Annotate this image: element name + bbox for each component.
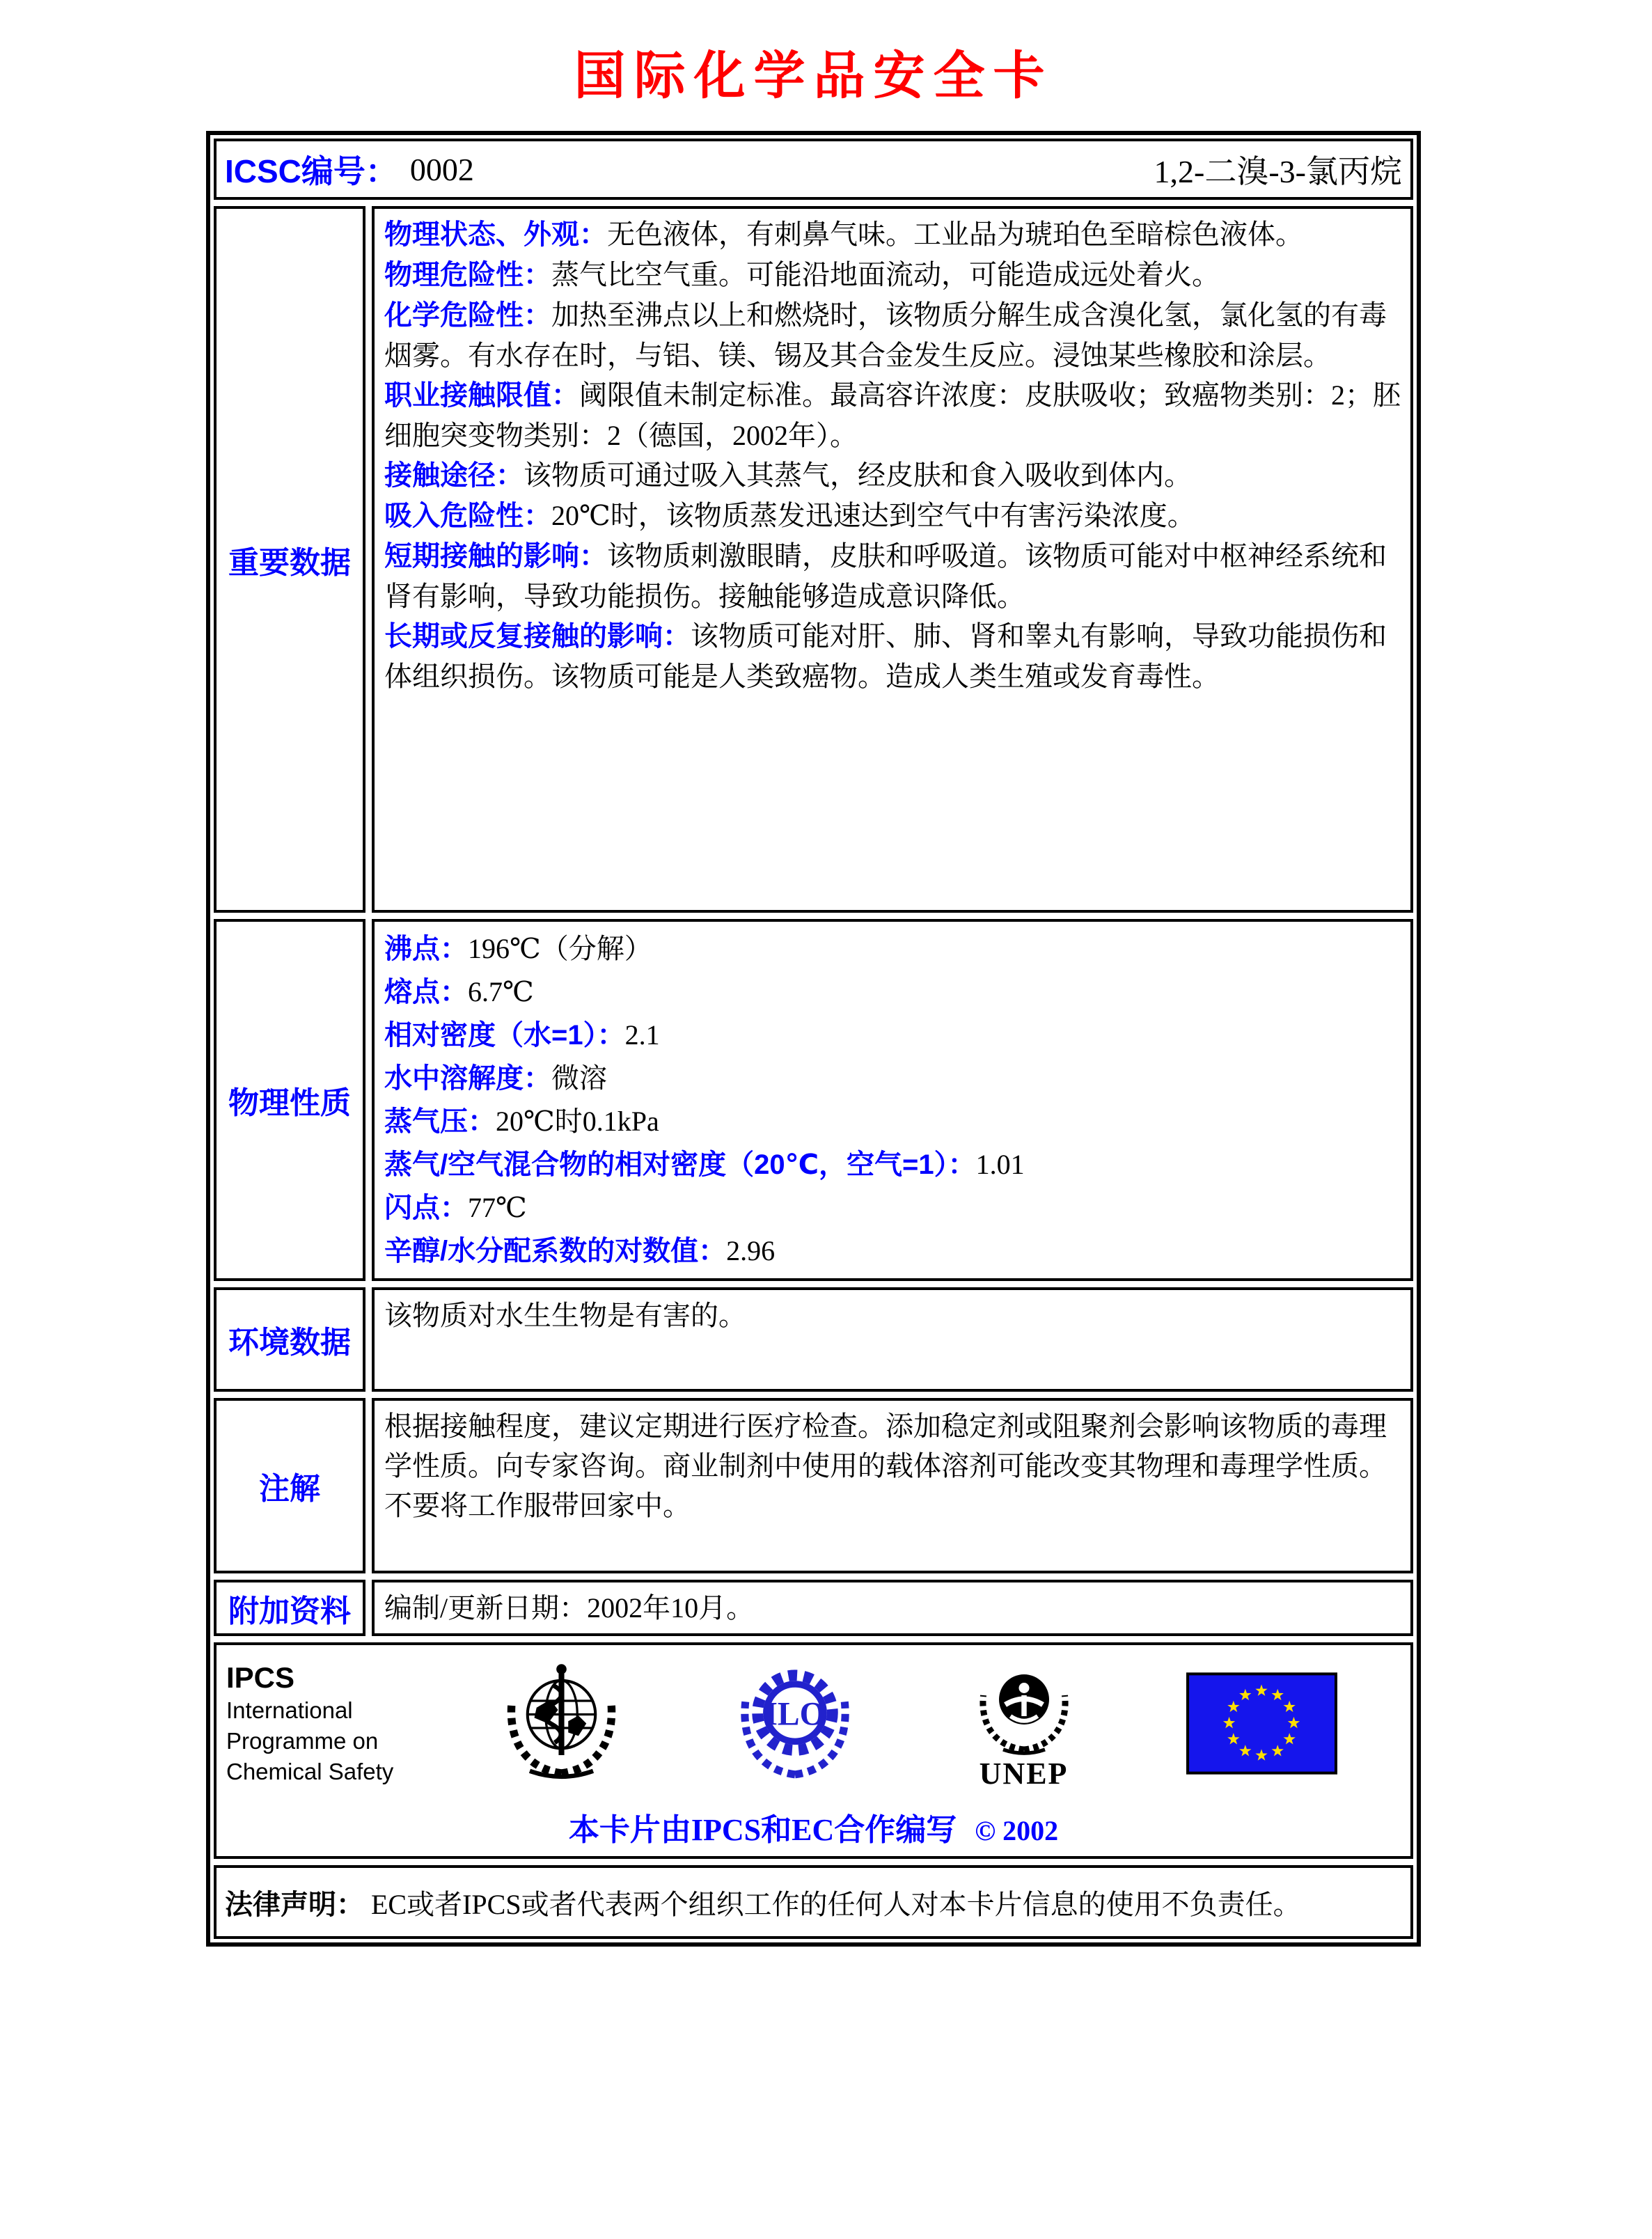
section-content [372,1580,1413,1636]
page-title: 国际化学品安全卡 [574,48,1053,105]
copyright-text: © 2002 [975,1815,1059,1846]
section-label: 附加资料 [228,1594,351,1628]
section-notes [214,1398,1413,1573]
logos-row [214,1642,1413,1859]
legal-notice-text: EC或者IPCS或者代表两个组织工作的任何人对本卡片信息的使用不负责任。 [371,1888,1301,1920]
logos-strip [217,1649,1410,1795]
section-label: 物理性质 [228,1086,351,1120]
data-item: 吸入危险性：20℃时，该物质蒸发迅速达到空气中有害污染浓度。 [384,500,1195,531]
section-label-cell [214,206,365,913]
legal-notice-label: 法律声明： [225,1889,364,1920]
section-physical-properties [214,919,1413,1281]
section-text: 编制/更新日期：2002年10月。 [384,1592,755,1624]
section-content [372,1398,1413,1573]
section-label-cell [214,1398,365,1573]
legal-row [214,1865,1413,1939]
data-item: 化学危险性：加热至沸点以上和燃烧时，该物质分解生成含溴化氢，氯化氢的有毒烟雾。有水存在时，与铝、镁、锡及其合金发生反应。浸蚀某些橡胶和涂层。 [384,299,1387,371]
header-cell [214,139,1413,200]
property-item: 水中溶解度：微溶 [384,1062,607,1094]
legal-cell [214,1865,1413,1939]
section-label-cell [214,1580,365,1636]
unep-logo-icon [961,1656,1087,1760]
icsc-number-group [225,146,474,192]
property-item: 蒸气压：20℃时0.1kPa [384,1106,659,1137]
data-item: 物理危险性：蒸气比空气重。可能沿地面流动，可能造成远处着火。 [384,259,1220,290]
property-item: 熔点：6.7℃ [384,976,534,1007]
chemical-name: 1,2-二溴-3-氯丙烷 [1154,154,1402,189]
data-item: 接触途径：该物质可通过吸入其蒸气，经皮肤和食入吸收到体内。 [384,459,1192,491]
section-text: 该物质对水生生物是有害的。 [384,1300,746,1331]
icsc-card [206,131,1421,1947]
property-item: 闪点：77℃ [384,1192,527,1223]
section-additional-info [214,1580,1413,1636]
who-logo-icon [494,1652,629,1795]
section-content [372,919,1413,1281]
section-text: 根据接触程度，建议定期进行医疗检查。添加稳定剂或阻聚剂会影响该物质的毒理学性质。向专家咨询。商业制剂中使用的载体溶剂可能改变其物理和毒理学性质。不要将工作服带回家中。 [384,1411,1387,1521]
section-content [372,1287,1413,1392]
header-row [214,139,1413,200]
ipcs-block: IPCS International Programme on Chemical Safety [226,1660,394,1784]
section-label: 重要数据 [228,545,351,580]
ipcs-title: IPCS [226,1660,295,1694]
section-label-cell [214,919,365,1281]
unep-label: UNEP [979,1757,1069,1791]
section-content [372,206,1413,913]
property-item: 蒸气/空气混合物的相对密度（20℃，空气=1）：1.01 [384,1149,1025,1180]
section-important-data [214,206,1413,913]
data-item: 职业接触限值：阈限值未制定标准。最高容许浓度：皮肤吸收；致癌物类别：2；胚细胞突变物类别：2（德国，2002年）。 [384,379,1401,451]
data-item: 长期或反复接触的影响：该物质可能对肝、肺、肾和睾丸有影响，导致功能损伤和体组织损伤。该物质可能是人类致癌物。造成人类生殖或发育毒性。 [384,620,1387,692]
logos-cell [214,1642,1413,1859]
section-label: 注解 [259,1472,320,1506]
property-item: 沸点：196℃（分解） [384,933,652,964]
unep-logo-block [961,1656,1087,1791]
ilo-logo-icon [729,1655,861,1793]
data-item: 短期接触的影响：该物质刺激眼睛，皮肤和呼吸道。该物质可能对中枢神经系统和肾有影响，导致功能损伤。接触能够造成意识降低。 [384,540,1387,612]
section-label-cell [214,1287,365,1392]
data-item: 物理状态、外观：无色液体，有刺鼻气味。工业品为琥珀色至暗棕色液体。 [384,219,1303,250]
section-environmental-data [214,1287,1413,1392]
icsc-number-label: ICSC编号： [225,153,398,189]
credit-line [217,1805,1410,1849]
icsc-number-value: 0002 [409,151,474,187]
section-label: 环境数据 [228,1326,351,1360]
credit-text: 本卡片由IPCS和EC合作编写 [568,1813,957,1847]
property-item: 辛醇/水分配系数的对数值：2.96 [384,1235,776,1266]
svg-text:ILO: ILO [764,1696,826,1733]
property-item: 相对密度（水=1）：2.1 [384,1019,660,1051]
eu-flag-icon [1186,1672,1337,1775]
